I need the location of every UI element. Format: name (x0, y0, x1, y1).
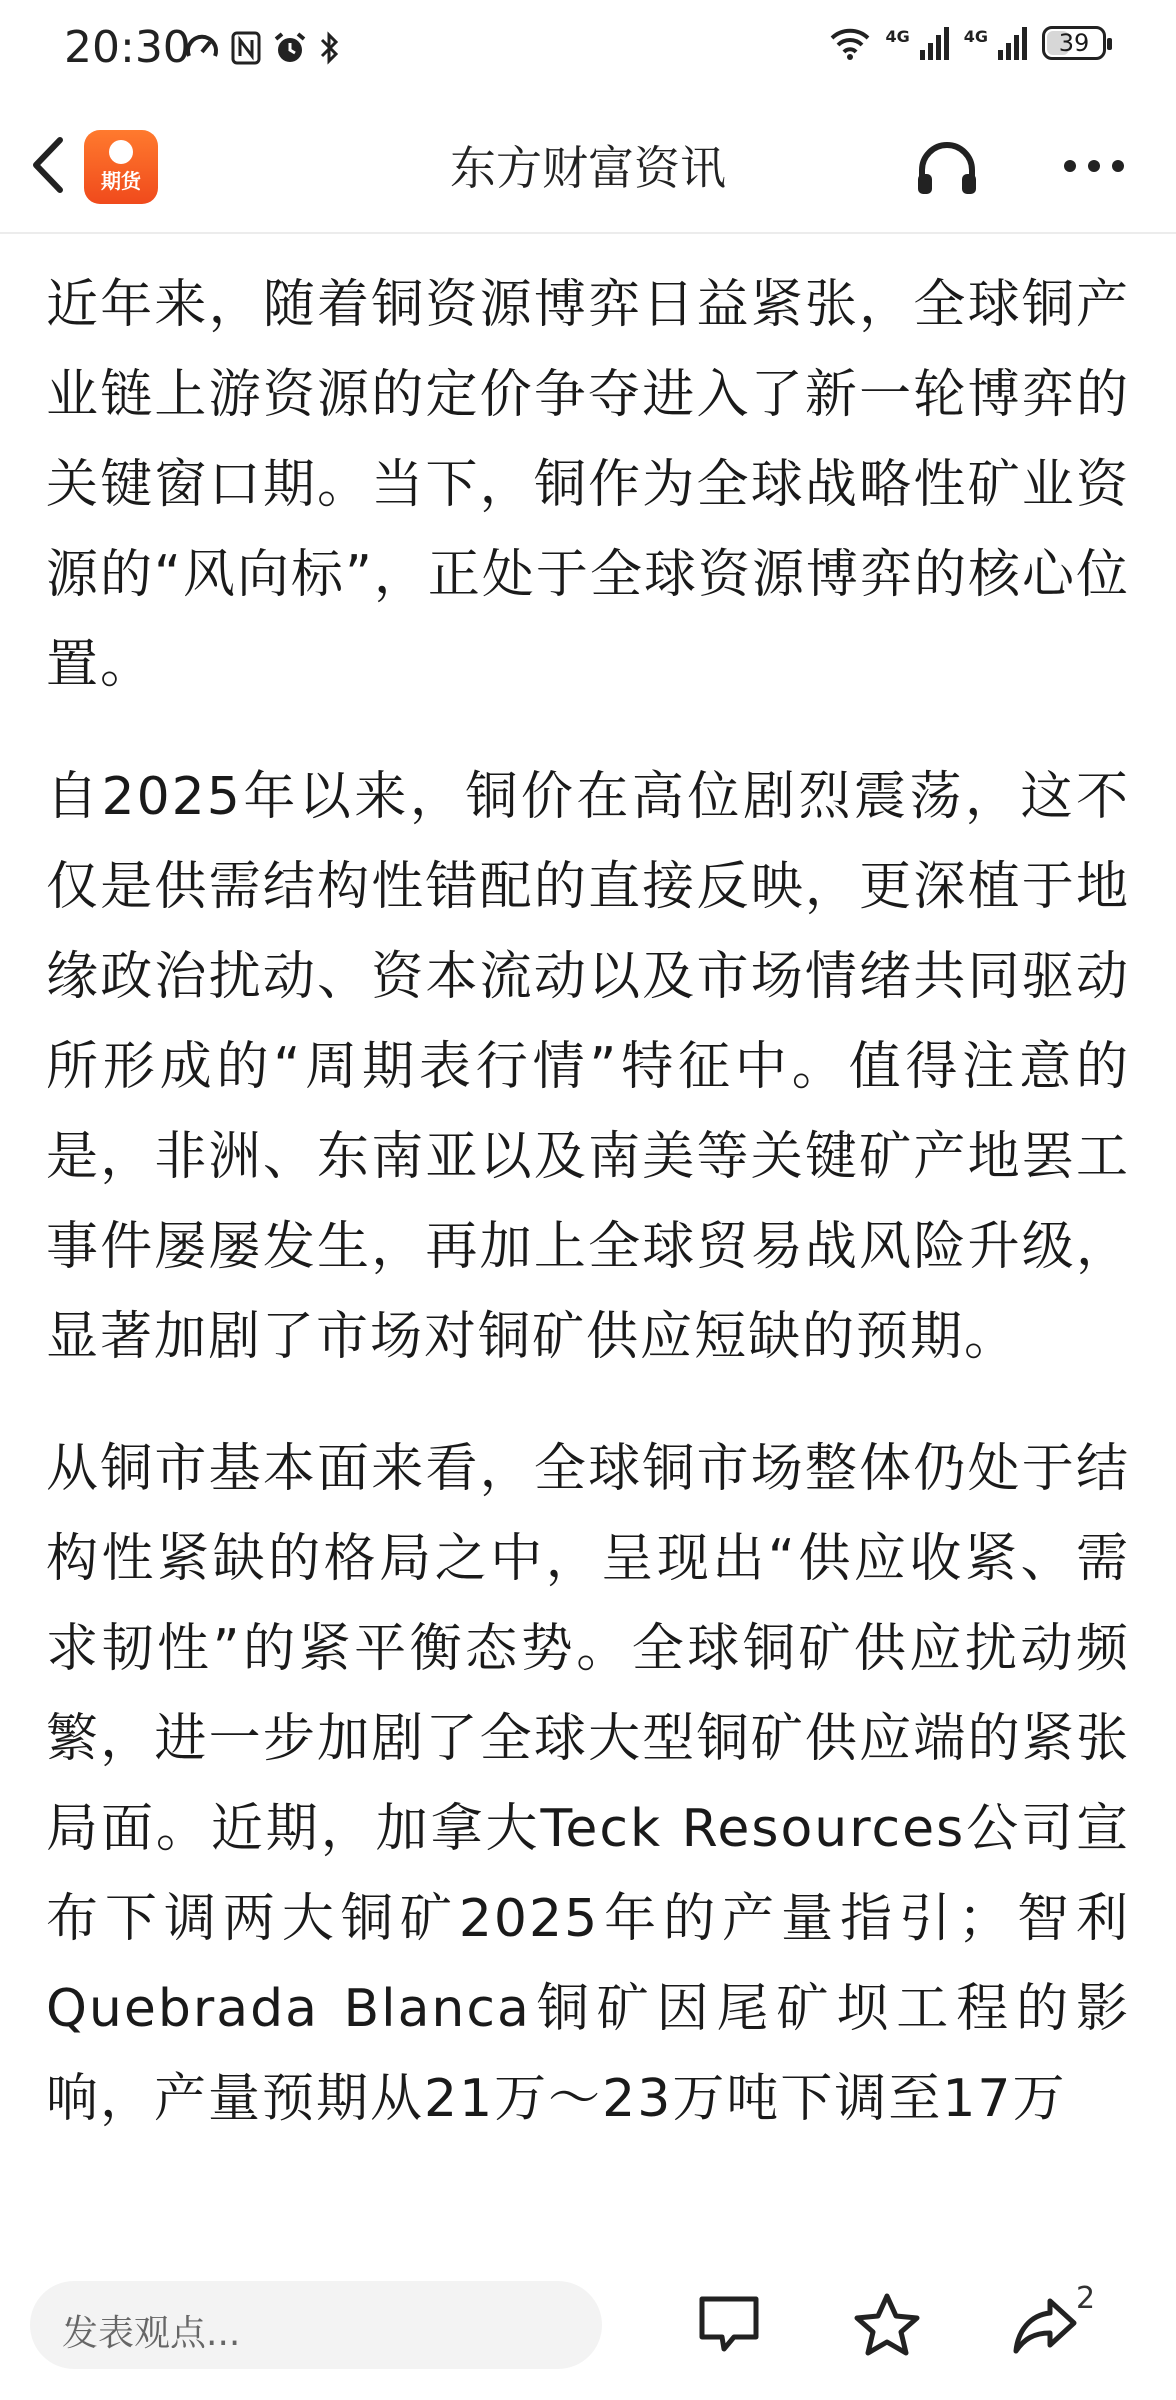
signal-icon-1 (920, 26, 950, 60)
bluetooth-icon (318, 30, 342, 66)
comment-button[interactable] (694, 2291, 764, 2357)
app-logo-label: 期货 (101, 169, 141, 193)
comment-icon (694, 2291, 764, 2357)
status-time: 20:30 (64, 22, 191, 73)
battery-icon (1042, 26, 1106, 60)
more-dot-icon (1064, 160, 1076, 172)
status-right-icons (829, 26, 1106, 60)
signal-icon-2 (998, 26, 1028, 60)
more-dot-icon (1112, 160, 1124, 172)
nfc-icon (230, 30, 262, 66)
wifi-icon (829, 26, 871, 60)
article-paragraph: 近年来，随着铜资源博弈日益紧张，全球铜产业链上游资源的定价争夺进入了新一轮博弈的关键窗口期。当下，铜作为全球战略性矿业资源的“风向标”，正处于全球资源博弈的核心位置。 (46, 275, 1130, 695)
share-count: 2 (1076, 2281, 1096, 2316)
network-label-2: 4G (963, 26, 988, 46)
more-dot-icon (1088, 160, 1100, 172)
article-paragraph: 自2025年以来，铜价在高位剧烈震荡，这不仅是供需结构性错配的直接反映，更深植于地缘政治扰动、资本流动以及市场情绪共同驱动所形成的“周期表行情”特征中。值得注意的是，非洲、东南亚以及南美等关键矿产地罢工事件屡屡发生，再加上全球贸易战风险升级，显著加剧了市场对铜矿供应短缺的预期。 (46, 767, 1130, 1367)
status-left-icons (184, 30, 342, 66)
status-bar (0, 0, 1176, 100)
more-button[interactable] (1064, 160, 1124, 178)
favorite-button[interactable] (852, 2291, 922, 2357)
headphones-icon (914, 140, 980, 196)
comment-placeholder: 发表观点... (62, 2313, 241, 2354)
article-body (46, 260, 1130, 2245)
listen-button[interactable] (914, 140, 980, 196)
share-icon (1010, 2291, 1080, 2357)
alarm-icon (272, 30, 308, 66)
star-icon (852, 2291, 922, 2357)
network-label-1: 4G (885, 26, 910, 46)
comment-input[interactable] (30, 2281, 602, 2369)
article-paragraph: 从铜市基本面来看，全球铜市场整体仍处于结构性紧缺的格局之中，呈现出“供应收紧、需求韧性”的紧平衡态势。全球铜矿供应扰动频繁，进一步加剧了全球大型铜矿供应端的紧张局面。近期，加拿大Teck Resources公司宣布下调两大铜矿2025年的产量指引；智利Quebrada Blanca铜矿因尾矿坝工程的影响，产量预期从21万～23万吨下调至17万 (46, 1439, 1130, 2129)
page-title: 东方财富资讯 (450, 141, 726, 195)
battery-level: 39 (1058, 29, 1090, 57)
bottom-action-bar (0, 2245, 1176, 2400)
share-button[interactable] (1010, 2291, 1080, 2357)
nav-bar (0, 100, 1176, 234)
speedometer-icon (184, 30, 220, 66)
